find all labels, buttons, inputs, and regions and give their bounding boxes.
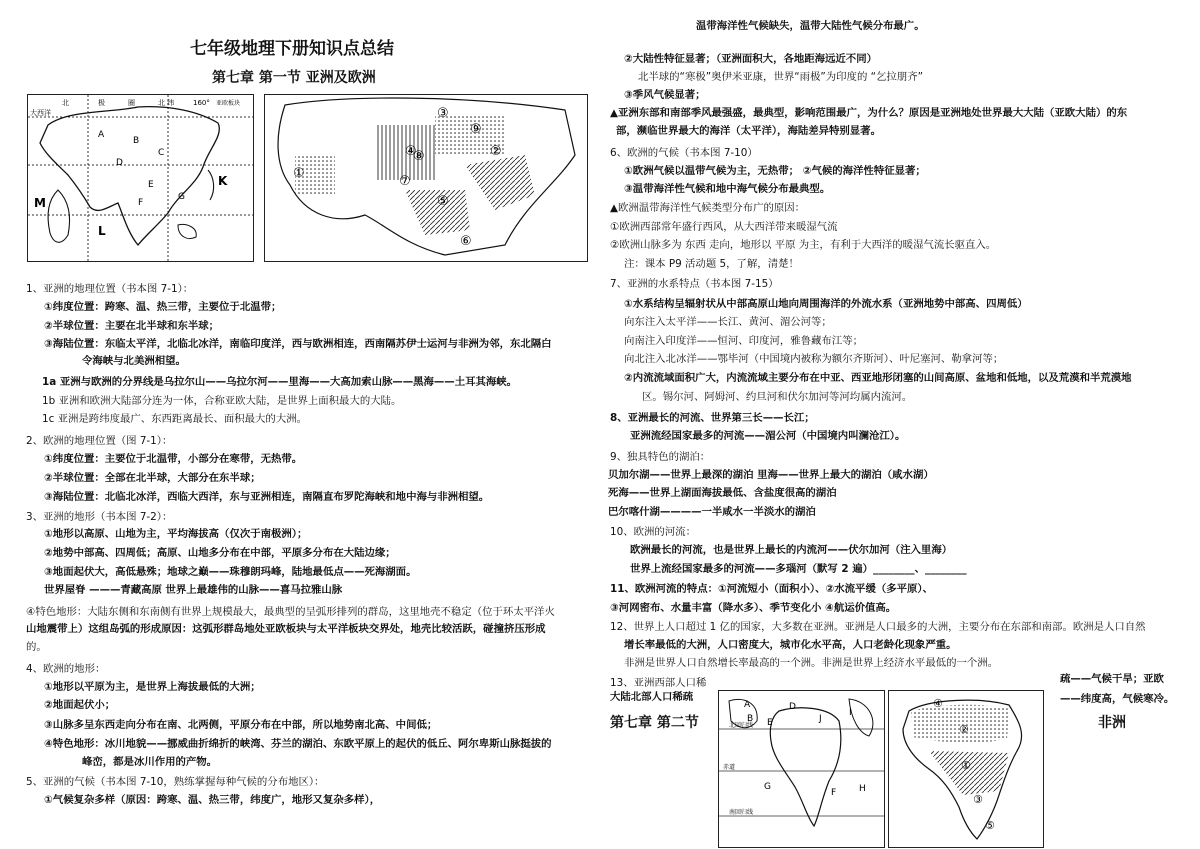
map4-label-4: ④ bbox=[933, 697, 943, 710]
right-line-30: 11、欧洲河流的特点：①河流短小（面积小）、②水流平缓（多平原）、 bbox=[610, 583, 933, 595]
map3-label-tropic-n: 北回归线 bbox=[729, 722, 754, 729]
map1-label-m: M bbox=[34, 196, 46, 210]
section2-topic: 非洲 bbox=[1098, 715, 1126, 731]
right-line-14: 7、亚洲的水系特点（书本图 7-15） bbox=[610, 278, 779, 290]
left-line-26: 峰峦，都是冰川作用的产物。 bbox=[82, 756, 218, 768]
chapter-title: 第七章 第一节 亚洲及欧洲 bbox=[212, 70, 376, 86]
left-line-14: ①地形以高原、山地为主，平均海拔高（仅次于南极洲）； bbox=[44, 528, 308, 540]
map3-label-i: I bbox=[849, 708, 852, 718]
map2-label-8: ⑧ bbox=[413, 149, 425, 164]
map1-label-a: A bbox=[98, 130, 105, 140]
left-line-11: ②半球位置：全部在北半球，大部分在东半球； bbox=[44, 472, 261, 484]
map4-label-5: ⑤ bbox=[985, 819, 995, 832]
map2-label-4: ④ bbox=[405, 144, 417, 159]
right-line-35: 13、亚洲西部人口稀 bbox=[610, 677, 707, 689]
left-line-16: ③地面起伏大，高低悬殊；地球之巅——珠穆朗玛峰，陆地最低点——死海湖面。 bbox=[44, 566, 417, 578]
right-line-34: 非洲是世界人口自然增长率最高的一个洲。非洲是世界上经济水平最低的一个洲。 bbox=[624, 657, 999, 669]
map2-label-5: ⑤ bbox=[437, 194, 449, 209]
right-line-32: 12、世界上人口超过 1 亿的国家，大多数在亚洲。亚洲是人口最多的大洲，主要分布在东部和南部。欧洲是人口自然 bbox=[610, 621, 1146, 633]
left-line-19: 山地震带上）这组岛弧的形成原因：这弧形群岛地处亚欧板块与太平洋板块交界处，地壳比较活跃，碰撞挤压形成 bbox=[26, 623, 546, 635]
map3-label-f: F bbox=[831, 788, 837, 798]
map3-label-a: A bbox=[744, 700, 751, 710]
right-line-18: 向北注入北冰洋——鄂毕河（中国境内被称为额尔齐斯河）、叶尼塞河、勒拿河等； bbox=[624, 353, 1004, 365]
left-line-10: ①纬度位置：主要位于北温带，小部分在寒带，无热带。 bbox=[44, 453, 303, 465]
section2-title: 第七章 第二节 bbox=[610, 715, 699, 731]
map1-label-c: C bbox=[158, 148, 165, 158]
left-line-28: ①气候复杂多样（原因：跨寒、温、热三带，纬度广，地形又复杂多样）， bbox=[44, 794, 381, 806]
right-line-15: ①水系结构呈辐射状从中部高原山地向周围海洋的外流水系（亚洲地势中部高、四周低） bbox=[624, 298, 1028, 310]
right-line-8: ①欧洲气候以温带气候为主，无热带； ②气候的海洋性特征显著； bbox=[624, 165, 926, 177]
asia-climate-map bbox=[264, 94, 588, 262]
left-line-4: ③海陆位置：东临太平洋，北临北冰洋，南临印度洋，西与欧洲相连，西南隔苏伊士运河与非洲为邻，东北隔白 bbox=[44, 338, 552, 350]
map4-label-2: ② bbox=[959, 723, 969, 736]
right-line-10: ▲欧洲温带海洋性气候类型分布广的原因： bbox=[610, 202, 806, 214]
right-line-6: 部，濒临世界最大的海洋（太平洋），海陆差异特别显著。 bbox=[616, 125, 881, 137]
map1-label-ji: 极 bbox=[98, 99, 105, 107]
left-line-1: 1、亚洲的地理位置（书本图 7-1）： bbox=[26, 283, 194, 295]
right-line-25: 死海——世界上湖面海拔最低、含盐度很高的湖泊 bbox=[608, 487, 837, 499]
map4-label-3: ③ bbox=[973, 793, 983, 806]
right-line-31: ③河网密布、水量丰富（降水多）、季节变化小 ④航运价值高。 bbox=[610, 602, 897, 614]
map2-label-9: ⑨ bbox=[470, 122, 482, 137]
right-line-7: 6、欧洲的气候（书本图 7-10） bbox=[610, 147, 758, 159]
right-line-28: 欧洲最长的河流，也是世界上最长的内流河——伏尔加河（注入里海） bbox=[630, 544, 953, 556]
left-line-5: 令海峡与北美洲相望。 bbox=[82, 355, 186, 367]
left-line-3: ②半球位置：主要在北半球和东半球； bbox=[44, 320, 220, 332]
right-line-5: ▲亚洲东部和南部季风最强盛，最典型，影响范围最广，为什么？原因是亚洲地处世界最大大陆（亚欧大陆）的东 bbox=[610, 107, 1128, 119]
right-line-36: 大陆北部人口稀疏 bbox=[610, 691, 694, 703]
right-line-16: 向东注入太平洋——长江、黄河、湄公河等； bbox=[624, 316, 832, 328]
map3-label-h: H bbox=[859, 784, 866, 794]
left-line-17: 世界屋脊 ———青藏高原 世界上最雄伟的山脉——喜马拉雅山脉 bbox=[44, 584, 343, 596]
right-line-24: 贝加尔湖——世界上最深的湖泊 里海——世界上最大的湖泊（咸水湖） bbox=[608, 469, 934, 481]
right-line-4: ③季风气候显著； bbox=[624, 89, 706, 101]
map1-label-lat: 北 纬 bbox=[158, 99, 175, 107]
map1-label-g: G bbox=[178, 192, 185, 202]
map2-label-7: ⑦ bbox=[399, 174, 411, 189]
map1-label-atlantic: 大西洋 bbox=[30, 109, 51, 117]
right-line-26: 巴尔喀什湖————一半咸水一半淡水的湖泊 bbox=[608, 506, 816, 518]
map2-label-2: ② bbox=[490, 144, 502, 159]
map1-label-north: 北 bbox=[62, 99, 69, 107]
left-line-25: ④特色地形：冰川地貌——挪威曲折绵折的峡湾、芬兰的湖泊、东欧平原上的起伏的低丘、阿尔卑斯山脉挺拔的 bbox=[44, 738, 552, 750]
left-line-23: ②地面起伏小； bbox=[44, 699, 116, 711]
map3-label-g: G bbox=[764, 782, 771, 792]
right-line-17: 向南注入印度洋——恒河、印度河，雅鲁藏布江等； bbox=[624, 335, 863, 347]
right-line-33: 增长率最低的大洲，人口密度大，城市化水平高，人口老龄化现象严重。 bbox=[624, 639, 957, 651]
map1-label-l: L bbox=[98, 224, 106, 238]
right-line-21: 8、亚洲最长的河流、世界第三长——长江； bbox=[610, 412, 815, 424]
map1-label-k: K bbox=[218, 174, 228, 188]
map3-label-equator: 赤道 bbox=[723, 764, 736, 771]
left-line-18: ④特色地形：大陆东侧和东南侧有世界上规模最大，最典型的呈弧形排列的群岛，这里地壳不稳定（位于环太平洋火 bbox=[26, 606, 555, 618]
left-line-2: ①纬度位置：跨寒、温、热三带，主要位于北温带； bbox=[44, 301, 282, 313]
left-line-9: 2、欧洲的地理位置（图 7-1）： bbox=[26, 435, 173, 447]
right-line-1: 温带海洋性气候缺失，温带大陆性气候分布最广。 bbox=[696, 20, 925, 32]
right-line-20: 区。锡尔河、阿姆河、约旦河和伏尔加河等河均属内流河。 bbox=[642, 391, 913, 403]
map3-label-d: D bbox=[789, 702, 796, 712]
left-line-21: 4、欧洲的地形： bbox=[26, 663, 106, 675]
left-line-13: 3、亚洲的地形（书本图 7-2）： bbox=[26, 511, 173, 523]
side-note-1: 疏——气候干旱；亚欧 bbox=[1060, 673, 1164, 685]
africa-climate-map bbox=[888, 690, 1044, 848]
page-title: 七年级地理下册知识点总结 bbox=[190, 39, 394, 59]
map1-label-lon: 160° bbox=[193, 99, 210, 107]
asia-map bbox=[27, 94, 254, 262]
right-line-27: 10、欧洲的河流： bbox=[610, 526, 696, 538]
map3-label-j: J bbox=[819, 714, 822, 724]
right-line-23: 9、独具特色的湖泊： bbox=[610, 451, 711, 463]
left-line-6: 1a 亚洲与欧洲的分界线是乌拉尔山——乌拉尔河——里海——大高加索山脉——黑海——土耳其海峡。 bbox=[42, 376, 518, 388]
map1-label-plate: 亚欧板块 bbox=[216, 100, 241, 107]
left-line-20: 的。 bbox=[26, 641, 47, 653]
right-line-19: ②内流流域面积广大，内流流域主要分布在中亚、西亚地形闭塞的山间高原、盆地和低地，以及荒漠和半荒漠地 bbox=[624, 372, 1132, 384]
map2-label-1: ① bbox=[293, 166, 305, 181]
map2-label-6: ⑥ bbox=[460, 234, 472, 249]
right-line-29: 世界上流经国家最多的河流——多瑙河（默写 2 遍）________、________ bbox=[630, 563, 967, 575]
left-line-8: 1c 亚洲是跨纬度最广、东西距离最长、面积最大的大洲。 bbox=[42, 413, 307, 425]
map3-label-e: E bbox=[767, 718, 773, 728]
left-line-27: 5、亚洲的气候（书本图 7-10，熟练掌握每种气候的分布地区）： bbox=[26, 776, 325, 788]
left-line-22: ①地形以平原为主，是世界上海拔最低的大洲； bbox=[44, 681, 261, 693]
right-line-12: ②欧洲山脉多为 东西 走向，地形以 平原 为主，有利于大西洋的暖湿气流长驱直入。 bbox=[610, 239, 997, 251]
right-line-22: 亚洲流经国家最多的河流——湄公河（中国境内叫澜沧江）。 bbox=[630, 430, 906, 442]
right-line-3: 北半球的“寒极”奥伊米亚康，世界“雨极”为印度的 “乞拉朋齐” bbox=[638, 71, 923, 83]
side-note-2: ——纬度高，气候寒冷。 bbox=[1060, 693, 1175, 705]
map1-label-e: E bbox=[148, 180, 154, 190]
map3-label-tropic-s: 南回归线 bbox=[729, 809, 754, 816]
map1-label-b: B bbox=[133, 136, 140, 146]
left-line-24: ③山脉多呈东西走向分布在南、北两侧，平原分布在中部，所以地势南北高、中间低； bbox=[44, 719, 438, 731]
right-line-11: ①欧洲西部常年盛行西风，从大西洋带来暖湿气流 bbox=[610, 221, 838, 233]
map1-label-f: F bbox=[138, 198, 144, 208]
left-line-7: 1b 亚洲和欧洲大陆部分连为一体，合称亚欧大陆，是世界上面积最大的大陆。 bbox=[42, 395, 402, 407]
map4-label-1: ① bbox=[961, 759, 971, 772]
right-line-2: ②大陆性特征显著；（亚洲面积大，各地距海远近不同） bbox=[624, 53, 877, 65]
left-line-12: ③海陆位置：北临北冰洋，西临大西洋，东与亚洲相连，南隔直布罗陀海峡和地中海与非洲相望。 bbox=[44, 491, 490, 503]
africa-location-map bbox=[718, 690, 885, 848]
right-line-13: 注：课本 P9 活动题 5，了解，清楚！ bbox=[624, 258, 799, 270]
map2-label-3: ③ bbox=[437, 106, 449, 121]
map3-label-b: B bbox=[747, 714, 754, 724]
map1-label-quan: 圈 bbox=[128, 99, 135, 107]
map1-label-d: D bbox=[116, 158, 123, 168]
right-line-9: ③温带海洋性气候和地中海气候分布最典型。 bbox=[624, 183, 831, 195]
left-line-15: ②地势中部高、四周低；高原、山地多分布在中部，平原多分布在大陆边缘； bbox=[44, 547, 396, 559]
